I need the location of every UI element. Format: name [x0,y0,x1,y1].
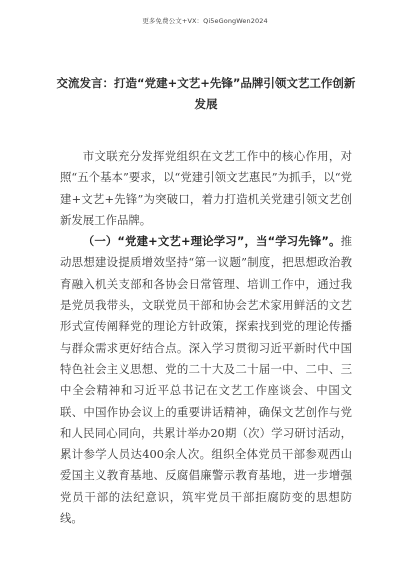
paragraph-text: 推动思想建设提质增效坚持“第一议题”制度，把思想政治教育融入机关支部和各协会日常管理、培训工作中，通过我是党员我带头，文联党员干部和协会艺术家用鲜活的文艺形式宣传阐释党的理论方针政策，探索找到党的理论传播与群众需求更好结合点。深入学习贯彻习近平新时代中国特色社会主义思想、党的二十大及二十届一中、二中、三中全会精神和习近平总书记在文艺工作座谈会、中国文联、中国作协会议上的重要讲话精神，确保文艺创作与党和人民同心同向，共累计举办20期（次）学习研讨活动，累计参学人员达400余人次。组织全体党员干部参观西山爱国主义教育基地、反腐倡廉警示教育基地，进一步增强党员干部的法纪意识，筑牢党员干部拒腐防变的思想防线。 [60,234,352,526]
paragraph-text: 市文联充分发挥党组织在文艺工作中的核心作用，对照“五个基本”要求，以“党建引领文艺惠民”为抓手，以“党建+文艺+先锋”为突破口，着力打造机关党建引领文艺创新发展工作品牌。 [60,149,352,227]
paragraph-section-1 [60,231,352,529]
paragraph-intro [60,146,352,231]
header-note: 更多免费公文+VX：Qi5eGongWen2024 [142,17,268,25]
document-body [60,146,352,529]
section-heading: （一）“党建+文艺+理论学习”，当“学习先锋”。 [82,234,341,249]
document-title: 交流发言：打造“党建+文艺+先锋”品牌引领文艺工作创新发展 [56,76,356,111]
